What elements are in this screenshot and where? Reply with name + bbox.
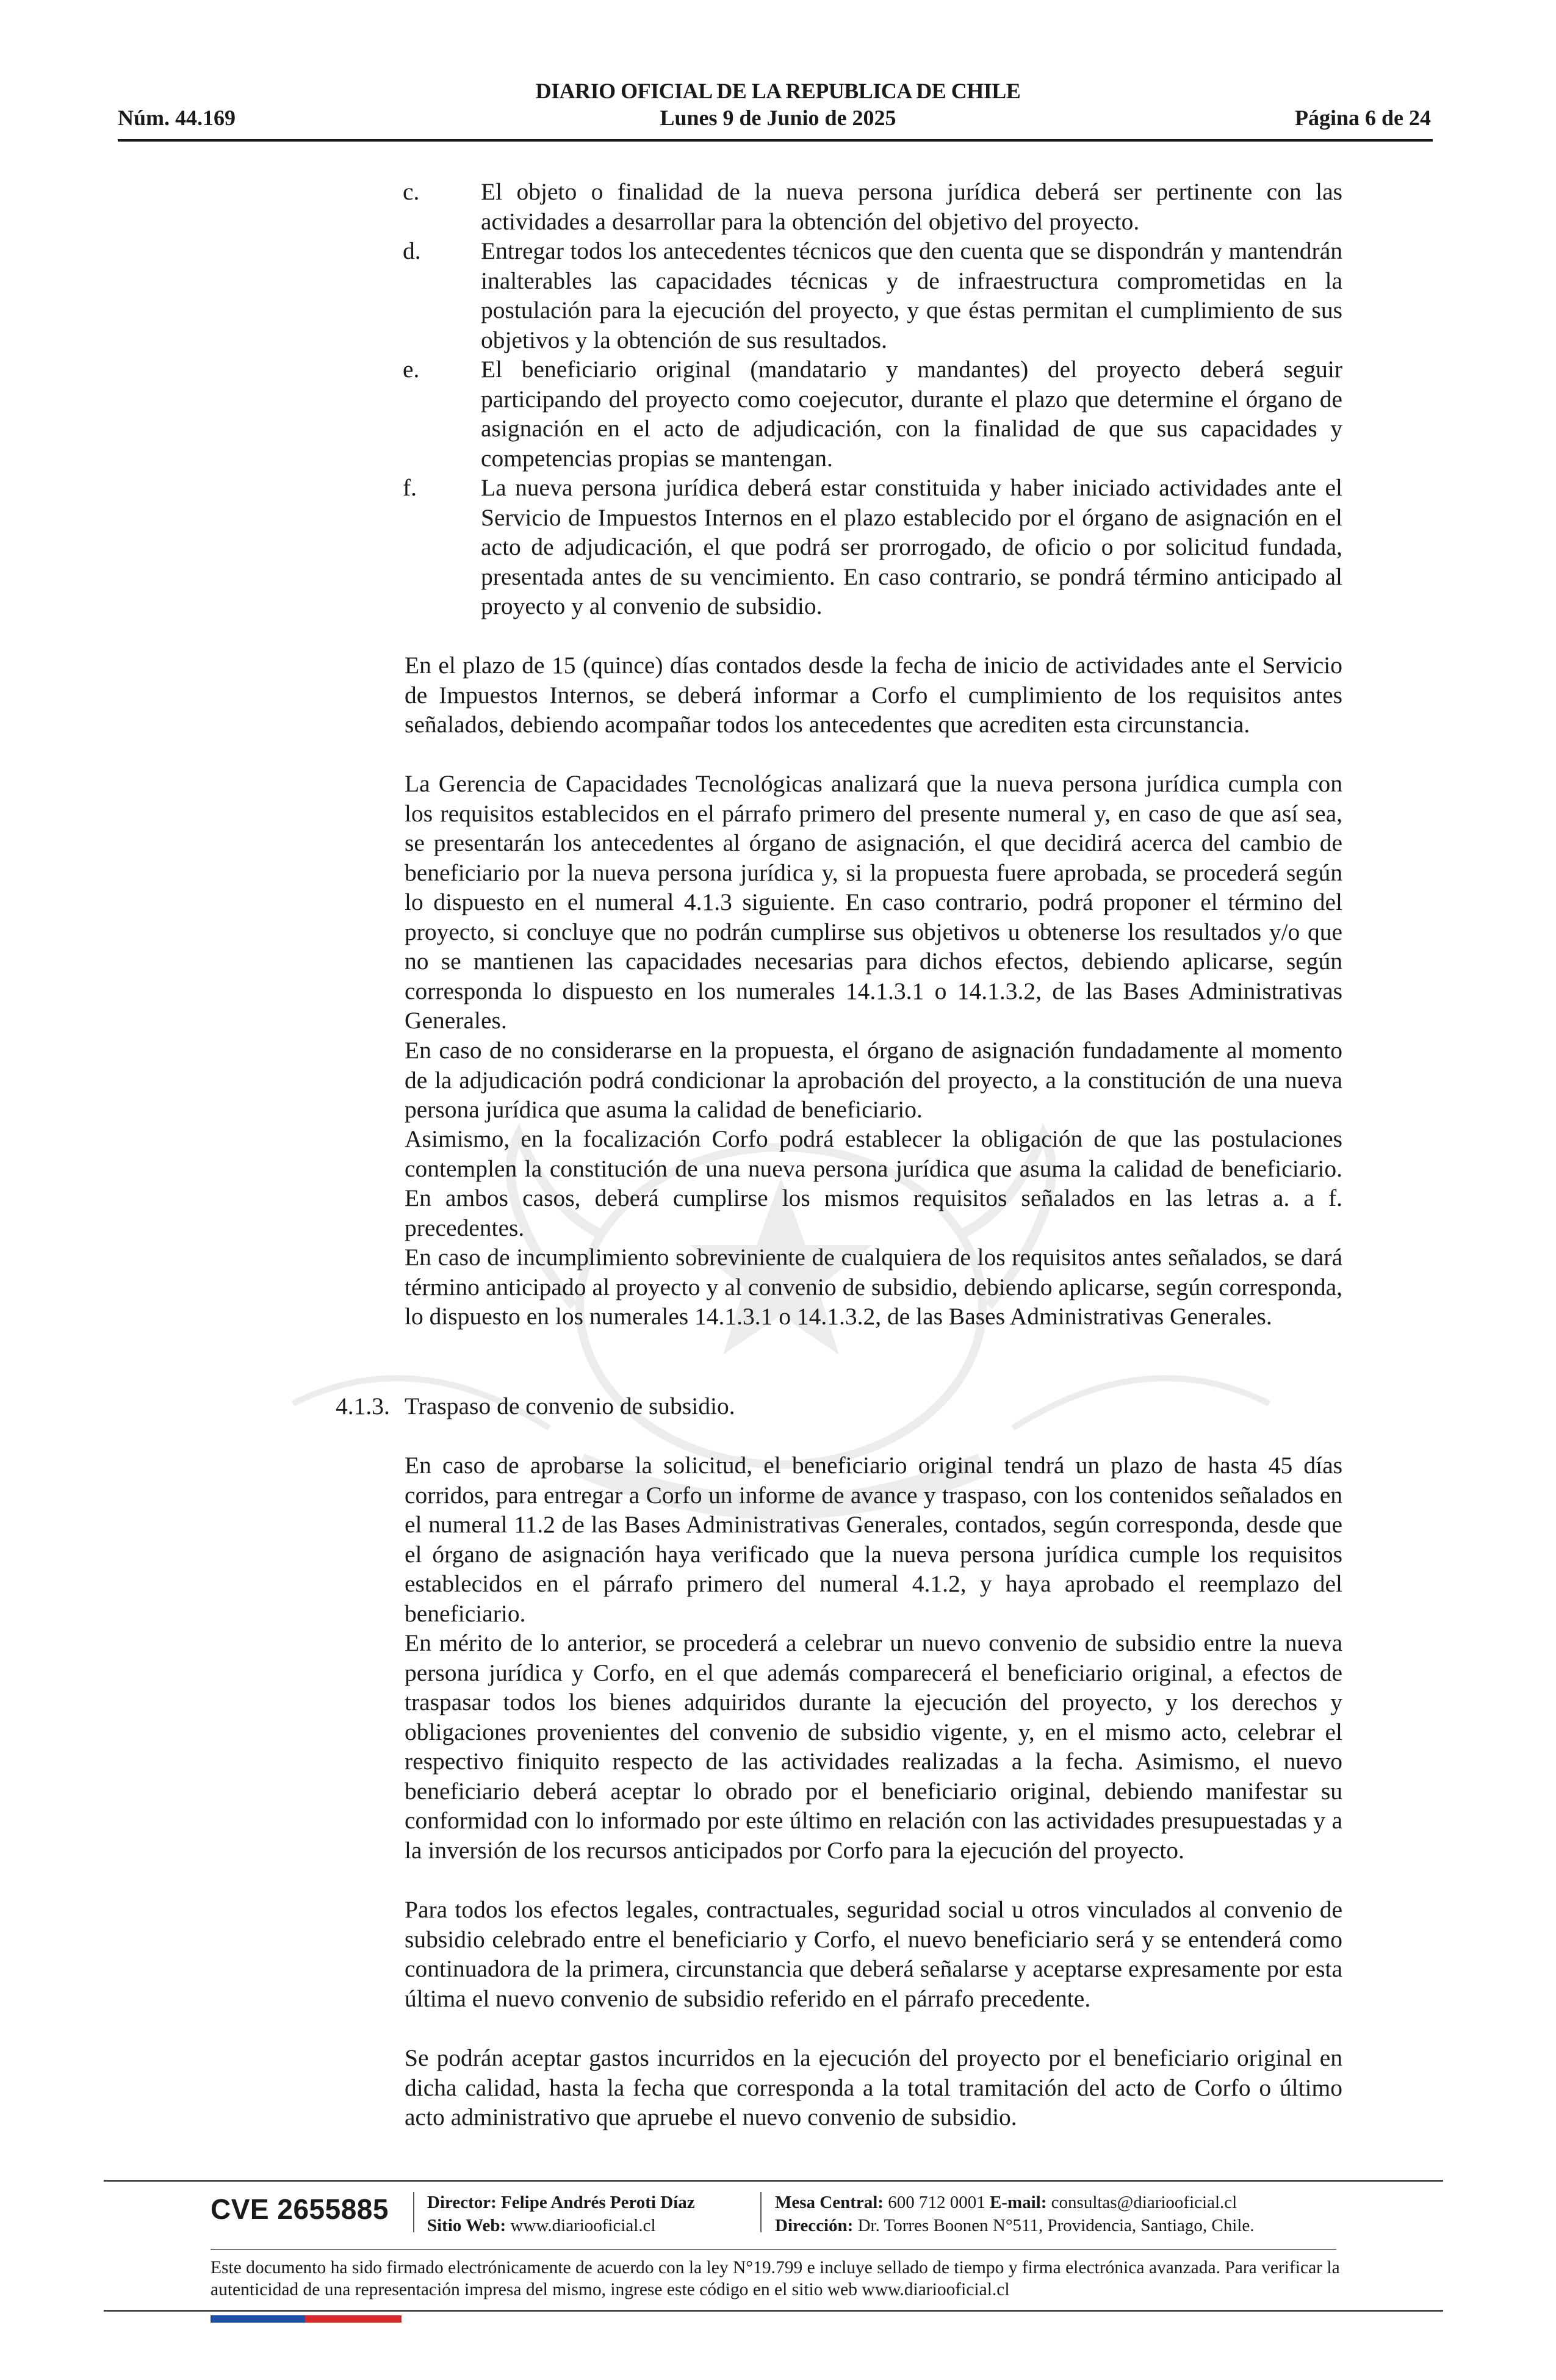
newspaper-title: DIARIO OFICIAL DE LA REPUBLICA DE CHILE (535, 79, 1021, 103)
mesa-phone: 600 712 0001 (888, 2193, 985, 2212)
paragraph-413-4: Se podrán aceptar gastos incurridos en la ejecución del proyecto por el beneficiario original en dicha calidad, hasta la fecha que corresponda a la total tramitación del acto de Corfo o último acto administrativo que apruebe el nuevo convenio de subsidio. (405, 2044, 1342, 2130)
section-title: Traspaso de convenio de subsidio. (405, 1393, 735, 1419)
paragraph-412-3: En caso de no considerarse en la propuesta, el órgano de asignación fundadamente al momento de la adjudicación podrá condicionar la aprobación del proyecto, a la constitución de una nueva persona jurídica que asuma la calidad de beneficiario. (405, 1037, 1342, 1123)
cve-code: CVE 2655885 (211, 2193, 389, 2225)
website-label: Sitio Web: (427, 2216, 506, 2235)
item-text-e: El beneficiario original (mandatario y mandantes) del proyecto deberá seguir participando del proyecto como coejecutor, durante el plazo que determine el órgano de asignación en el acto de adjudicación, con la finalidad de que sus capacidades y competencias propias se mantengan. (481, 356, 1342, 472)
paragraph-413-3: Para todos los efectos legales, contractuales, seguridad social u otros vinculados al convenio de subsidio celebrado entre el beneficiario y Corfo, el nuevo beneficiario será y se entenderá como continuadora de la primera, circunstancia que deberá señalarse y aceptarse expresamente por esta última el nuevo convenio de subsidio referido en el párrafo precedente. (405, 1896, 1342, 2012)
footer-divider-bottom (104, 2310, 1443, 2312)
mesa-label: Mesa Central: (775, 2193, 884, 2212)
director-name: Felipe Andrés Peroti Díaz (501, 2193, 695, 2212)
page-indicator: Página 6 de 24 (1294, 106, 1431, 130)
header-divider (118, 139, 1433, 142)
item-text-c: El objeto o finalidad de la nueva persona jurídica deberá ser pertinente con las actividades a desarrollar para la obtención del objetivo del proyecto. (481, 178, 1342, 235)
footer-contact-block (775, 2191, 1254, 2237)
address-label: Dirección: (775, 2216, 854, 2235)
item-text-f: La nueva persona jurídica deberá estar constituida y haber iniciado actividades ante el Servicio de Impuestos Internos en el plazo establecido por el órgano de asignación en el acto de adjudicación, el que podrá ser prorrogado, de oficio o por solicitud fundada, presentada antes de su vencimiento. En caso contrario, se pondrá término anticipado al proyecto y al convenio de subsidio. (481, 474, 1342, 619)
signature-note: Este documento ha sido firmado electrónicamente de acuerdo con la ley N°19.799 e incluye sellado de tiempo y firma electrónica avanzada. Para verificar la autenticidad de una representación impresa del mismo, ingrese este código en el sitio web www.diariooficial.cl (211, 2258, 1340, 2299)
item-text-d: Entregar todos los antecedentes técnicos que den cuenta que se dispondrán y mantendrán inalterables las capacidades técnicas y de infraestructura comprometidas en la postulación para la ejecución del proyecto, y que éstas permitan el cumplimiento de sus objetivos y la obtención de sus resultados. (481, 237, 1342, 353)
paragraph-412-4: Asimismo, en la focalización Corfo podrá establecer la obligación de que las postulaciones contemplen la constitución de una nueva persona jurídica que asuma la calidad de beneficiario. En ambos casos, deberá cumplirse los mismos requisitos señalados en las letras a. a f. precedentes. (405, 1125, 1342, 1241)
paragraph-412-1: En el plazo de 15 (quince) días contados desde la fecha de inicio de actividades ante el Servicio de Impuestos Internos, se deberá informar a Corfo el cumplimiento de los requisitos antes señalados, debiendo acompañar todos los antecedentes que acrediten esta circunstancia. (405, 652, 1342, 738)
footer-director-block (427, 2191, 695, 2237)
footer-divider-top (104, 2180, 1443, 2182)
email-label: E-mail: (989, 2193, 1047, 2212)
item-letter-e: e. (403, 356, 420, 383)
flag-stripe-blue (211, 2315, 305, 2323)
address-text: Dr. Torres Boonen N°511, Providencia, Santiago, Chile. (857, 2216, 1255, 2235)
issue-number: Núm. 44.169 (118, 106, 236, 130)
paragraph-413-1: En caso de aprobarse la solicitud, el beneficiario original tendrá un plazo de hasta 45 días corridos, para entregar a Corfo un informe de avance y traspaso, con los contenidos señalados en el numeral 11.2 de las Bases Administrativas Generales, contados, según corresponda, desde que el órgano de asignación haya verificado que la nueva persona jurídica cumple los requisitos establecidos en el párrafo primero del numeral 4.1.2, y haya aprobado el reemplazo del beneficiario. (405, 1452, 1342, 1627)
item-letter-d: d. (403, 237, 421, 264)
paragraph-413-2: En mérito de lo anterior, se procederá a celebrar un nuevo convenio de subsidio entre la nueva persona jurídica y Corfo, en el que además comparecerá el beneficiario original, a efectos de traspasar todos los bienes adquiridos durante la ejecución del proyecto, y los derechos y obligaciones provenientes del convenio de subsidio vigente, y, en el mismo acto, celebrar el respectivo finiquito respecto de las actividades realizadas a la fecha. Asimismo, el nuevo beneficiario deberá aceptar lo obrado por el beneficiario original, debiendo manifestar su conformidad con lo informado por este último en relación con las actividades presupuestadas y a la inversión de los recursos anticipados por Corfo para la ejecución del proyecto. (405, 1629, 1342, 1864)
item-letter-c: c. (403, 178, 420, 205)
issue-date: Lunes 9 de Junio de 2025 (660, 106, 896, 130)
website-link[interactable]: www.diariooficial.cl (510, 2216, 656, 2235)
paragraph-412-2: La Gerencia de Capacidades Tecnológicas analizará que la nueva persona jurídica cumpla con los requisitos establecidos en el párrafo primero del presente numeral y, en caso de que así sea, se presentarán los antecedentes al órgano de asignación, el que decidirá acerca del cambio de beneficiario por la nueva persona jurídica y, si la propuesta fuere aprobada, se procederá según lo dispuesto en el numeral 4.1.3 siguiente. En caso contrario, podrá proponer el término del proyecto, si concluye que no podrán cumplirse sus objetivos u obtenerse los resultados y/o que no se mantienen las capacidades necesarias para dichos efectos, debiendo aplicarse, según corresponda lo dispuesto en los numerales 14.1.3.1 o 14.1.3.2, de las Bases Administrativas Generales. (405, 770, 1342, 1034)
director-label: Director: (427, 2193, 497, 2212)
footer-separator (760, 2192, 762, 2232)
footer-divider-middle (211, 2249, 1336, 2250)
footer-separator (413, 2192, 414, 2232)
section-number: 4.1.3. (336, 1393, 390, 1419)
paragraph-412-5: En caso de incumplimiento sobreviniente de cualquiera de los requisitos antes señalados, se dará término anticipado al proyecto y al convenio de subsidio, debiendo aplicarse, según corresponda, lo dispuesto en los numerales 14.1.3.1 o 14.1.3.2, de las Bases Administrativas Generales. (405, 1244, 1342, 1330)
email-link[interactable]: consultas@diariooficial.cl (1051, 2193, 1237, 2212)
flag-stripe-red (305, 2315, 402, 2323)
item-letter-f: f. (403, 474, 417, 501)
